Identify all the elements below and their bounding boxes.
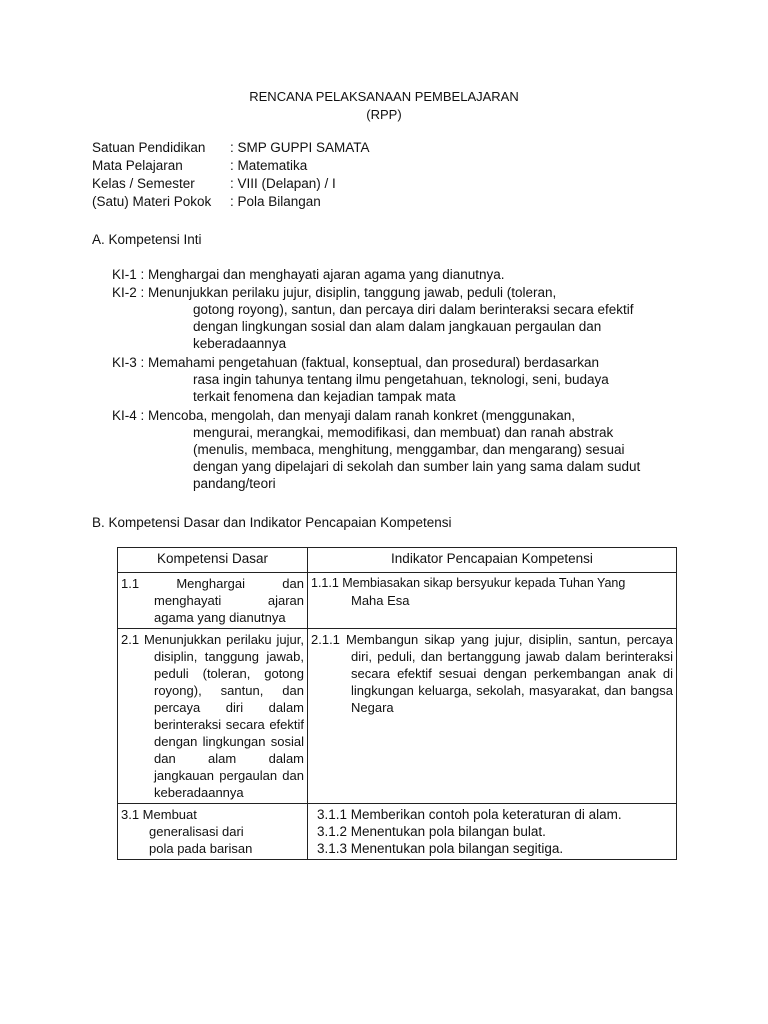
- meta-label: Mata Pelajaran: [92, 158, 183, 173]
- identity-block: [92, 139, 370, 211]
- indicator-cell: [308, 573, 677, 629]
- meta-row-subject: [92, 157, 370, 175]
- indicator-item: 3.1.2 Menentukan pola bilangan bulat.: [317, 824, 546, 839]
- table-row: [118, 804, 677, 860]
- kd-cell: [118, 629, 308, 804]
- meta-row-topic: [92, 193, 370, 211]
- ki-3: [112, 354, 682, 405]
- meta-row-class: [92, 175, 370, 193]
- meta-value: : Pola Bilangan: [230, 194, 321, 209]
- meta-value: : Matematika: [230, 158, 308, 173]
- kd-text-line: pola pada barisan: [149, 841, 253, 856]
- ki-1: [112, 266, 682, 283]
- table-row: [118, 573, 677, 629]
- competency-table: [117, 547, 677, 860]
- section-a-heading: A. Kompetensi Inti: [92, 232, 202, 247]
- indicator-text: 2.1.1 Membangun sikap yang jujur, disiplin, santun, percaya diri, peduli, dan bertanggung jawab dalam berinteraksi secara efektif sesuai dengan perkembangan anak di lingkungan keluarga, sekolah, masyarakat, dan bangsa Negara: [311, 632, 673, 715]
- indicator-item: 3.1.1 Memberikan contoh pola keteraturan di alam.: [317, 807, 622, 822]
- ki-text-line: dengan yang dipelajari di sekolah dan sumber lain yang sama dalam sudut: [193, 459, 641, 474]
- meta-label: Satuan Pendidikan: [92, 140, 206, 155]
- ki-text-line: (menulis, membaca, menghitung, menggambar, dan mengarang) sesuai: [193, 442, 625, 457]
- meta-row-school: [92, 139, 370, 157]
- ki-text-line: pandang/teori: [193, 476, 276, 491]
- meta-value: : VIII (Delapan) / I: [230, 176, 336, 191]
- indicator-text: 1.1.1 Membiasakan sikap bersyukur kepada Tuhan Yang: [311, 576, 626, 590]
- ki-text-line: dengan lingkungan sosial dan alam dalam jangkauan pergaulan dan: [193, 319, 602, 334]
- ki-text-line: keberadaannya: [193, 336, 287, 351]
- ki-text-line: gotong royong), santun, dan percaya diri dalam berinteraksi secara efektif: [193, 302, 634, 317]
- ki-text: KI-4 : Mencoba, mengolah, dan menyaji dalam ranah konkret (menggunakan,: [112, 408, 576, 423]
- kd-cell: [118, 573, 308, 629]
- ki-text-line: mengurai, merangkai, memodifikasi, dan membuat) dan ranah abstrak: [193, 425, 614, 440]
- kd-text: 3.1 Membuat: [121, 807, 197, 822]
- ki-text: KI-1 : Menghargai dan menghayati ajaran agama yang dianutnya.: [112, 267, 505, 282]
- ki-2: [112, 284, 682, 352]
- ki-4: [112, 407, 682, 492]
- ki-text-line: rasa ingin tahunya tentang ilmu pengetahuan, teknologi, seni, budaya: [193, 372, 609, 387]
- document-subtitle: (RPP): [366, 107, 402, 122]
- kd-text-line: generalisasi dari: [149, 824, 244, 839]
- meta-label: (Satu) Materi Pokok: [92, 194, 212, 209]
- document-title: RENCANA PELAKSANAAN PEMBELAJARAN: [249, 89, 519, 104]
- meta-label: Kelas / Semester: [92, 176, 195, 191]
- kd-cell: [118, 804, 308, 860]
- indicator-cell: [308, 804, 677, 860]
- kd-text: 1.1 Menghargai dan menghayati ajaran agama yang dianutnya: [121, 576, 304, 625]
- column-header-indicator: Indikator Pencapaian Kompetensi: [308, 548, 677, 573]
- section-b-heading: B. Kompetensi Dasar dan Indikator Pencapaian Kompetensi: [92, 515, 452, 530]
- meta-value: : SMP GUPPI SAMATA: [230, 140, 370, 155]
- indicator-text-cont: Maha Esa: [351, 593, 410, 608]
- indicator-cell: [308, 629, 677, 804]
- kd-text: 2.1 Menunjukkan perilaku jujur, disiplin, tanggung jawab, peduli (toleran, gotong royong), santun, dan percaya diri dalam berinteraksi secara efektif dengan lingkungan sosial dan alam dalam jangkauan pergaulan dan keberadaannya: [121, 632, 304, 800]
- ki-text: KI-3 : Memahami pengetahuan (faktual, konseptual, dan prosedural) berdasarkan: [112, 355, 600, 370]
- ki-text: KI-2 : Menunjukkan perilaku jujur, disiplin, tanggung jawab, peduli (toleran,: [112, 285, 557, 300]
- column-header-kd: Kompetensi Dasar: [118, 548, 308, 573]
- ki-text-line: terkait fenomena dan kejadian tampak mata: [193, 389, 456, 404]
- indicator-item: 3.1.3 Menentukan pola bilangan segitiga.: [317, 841, 564, 856]
- table-row: [118, 629, 677, 804]
- table-header-row: [118, 548, 677, 573]
